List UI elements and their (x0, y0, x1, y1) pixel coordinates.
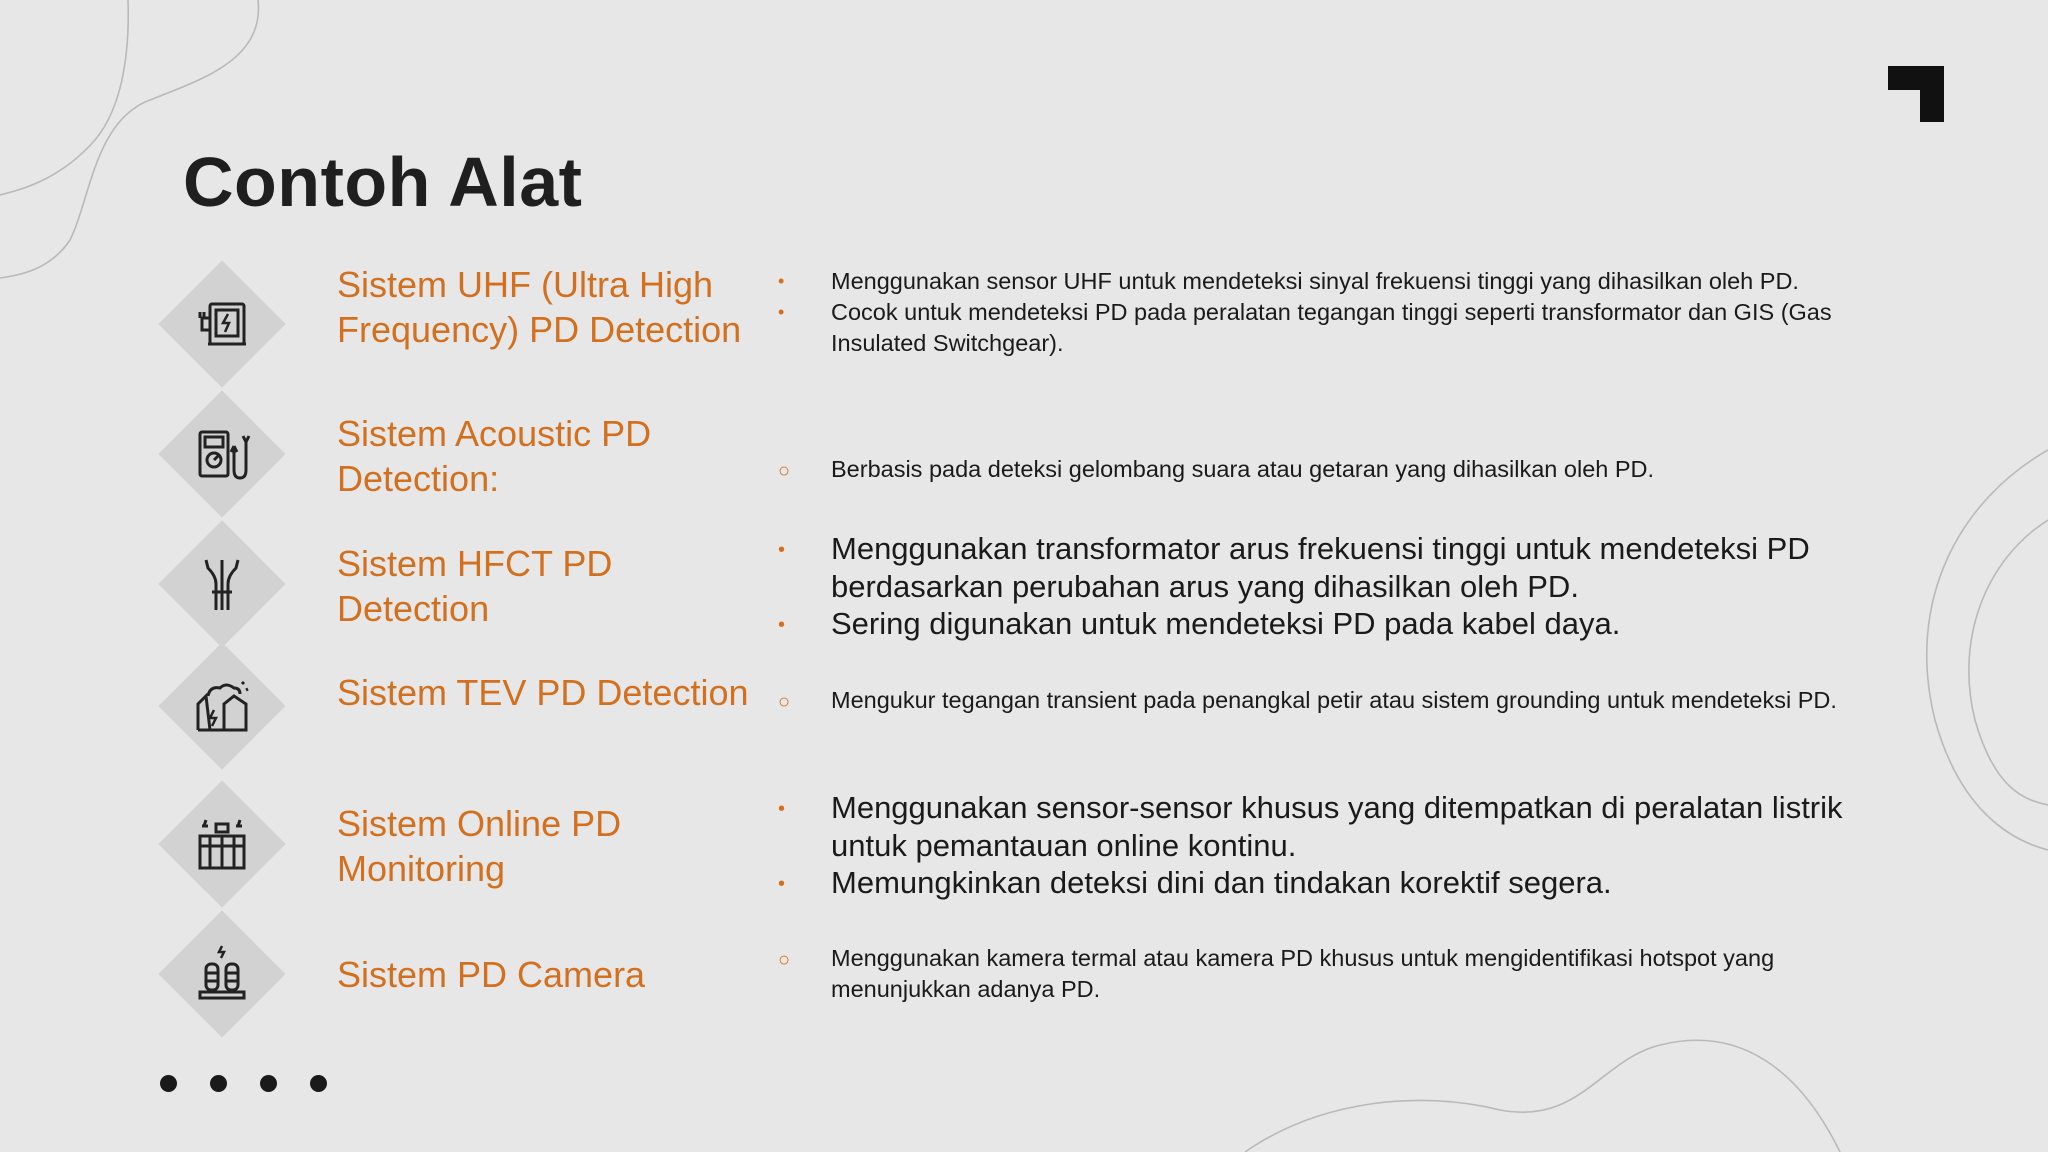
power-meter-icon (190, 292, 254, 356)
list-item: • Cocok untuk mendeteksi PD pada peralatan tegangan tinggi seperti transformator dan GIS (Gas Insulated Switchgear). (778, 299, 1832, 356)
substation-icon (190, 812, 254, 876)
row-1-bullets (770, 266, 1890, 359)
list-item: • Menggunakan transformator arus frekuensi tinggi untuk mendeteksi PD berdasarkan perubahan arus yang dihasilkan oleh PD. (778, 531, 1810, 604)
power-plant-icon (190, 674, 254, 738)
row-5-label: Sistem Online PD Monitoring (337, 803, 622, 889)
row-2-icon-badge (158, 390, 286, 518)
multimeter-icon (190, 422, 254, 486)
cable-icon (190, 552, 254, 616)
page-title: Contoh Alat (183, 143, 583, 221)
pager-dot (160, 1075, 177, 1092)
list-item: • Menggunakan sensor UHF untuk mendeteksi sinyal frekuensi tinggi yang dihasilkan oleh PD. (778, 268, 1799, 294)
row-6-icon-badge (158, 910, 286, 1038)
list-item: ○ Menggunakan kamera termal atau kamera PD khusus untuk mengidentifikasi hotspot yang menunjukkan adanya PD. (778, 945, 1775, 1002)
slide-pager (160, 1075, 327, 1092)
row-6-label: Sistem PD Camera (337, 954, 646, 995)
list-item: • Menggunakan sensor-sensor khusus yang ditempatkan di peralatan listrik untuk pemantauan online kontinu. (778, 790, 1843, 863)
row-3-icon-badge (158, 520, 286, 648)
row-3-label: Sistem HFCT PD Detection (337, 543, 613, 629)
list-item: • Memungkinkan deteksi dini dan tindakan korektif segera. (778, 865, 1612, 900)
pager-dot (260, 1075, 277, 1092)
row-4-icon-badge (158, 642, 286, 770)
row-2-label: Sistem Acoustic PD Detection: (337, 413, 652, 499)
corner-logo-icon (1888, 66, 1944, 122)
row-4-label: Sistem TEV PD Detection (337, 672, 749, 713)
list-item: ○ Mengukur tegangan transient pada penangkal petir atau sistem grounding untuk mendeteksi PD. (778, 687, 1837, 713)
list-item: ○ Berbasis pada deteksi gelombang suara atau getaran yang dihasilkan oleh PD. (778, 456, 1655, 482)
row-5-bullets (770, 789, 1890, 902)
pager-dot (210, 1075, 227, 1092)
row-1-icon-badge (158, 260, 286, 388)
row-5-icon-badge (158, 780, 286, 908)
pager-dot (310, 1075, 327, 1092)
row-2-bullets (770, 454, 1890, 485)
row-4-bullets (770, 685, 1890, 716)
row-6-bullets (770, 943, 1890, 1005)
list-item: • Sering digunakan untuk mendeteksi PD pada kabel daya. (778, 606, 1621, 641)
transformer-icon (190, 942, 254, 1006)
row-3-bullets (770, 530, 1890, 643)
row-1-label: Sistem UHF (Ultra High Frequency) PD Detection (337, 264, 742, 350)
